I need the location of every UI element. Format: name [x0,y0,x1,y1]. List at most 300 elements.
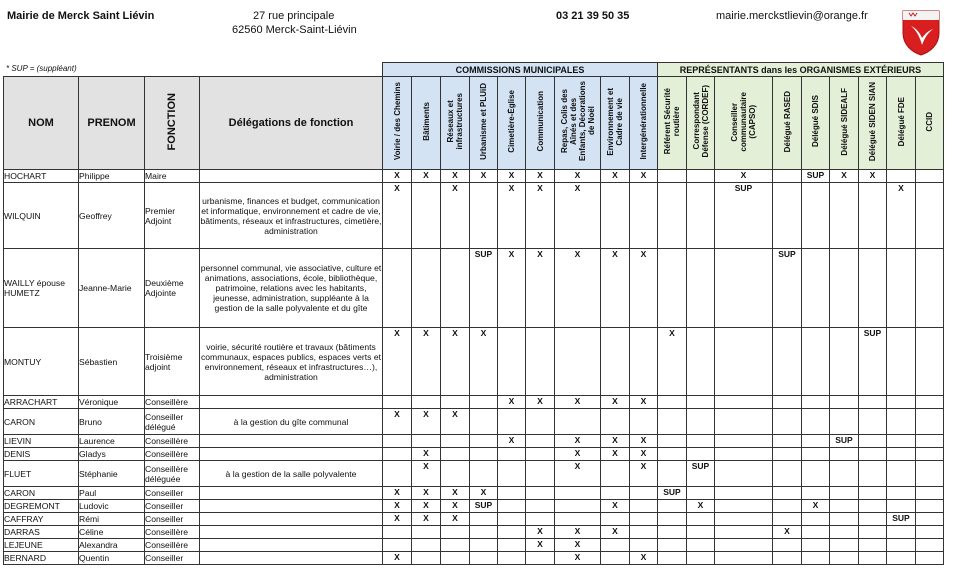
cell-mark: X [555,526,601,539]
cell-mark [526,461,555,487]
cell-mark: X [630,249,658,328]
cell-mark: X [498,435,526,448]
table-row [4,500,944,513]
cell-mark [498,500,526,513]
cell-mark: X [830,170,859,183]
cell-prenom: Gladys [79,448,145,461]
col-representant [916,77,944,170]
cell-fonction: Maire [145,170,200,183]
cell-fonction: Conseiller délégué [145,409,200,435]
cell-mark [601,328,630,396]
cell-mark [916,409,944,435]
cell-mark [687,552,715,565]
cell-mark: SUP [470,249,498,328]
cell-mark: X [383,409,412,435]
cell-mark [859,448,887,461]
cell-mark: X [498,183,526,249]
cell-mark: X [412,487,441,500]
cell-mark: SUP [687,461,715,487]
cell-mark [498,513,526,526]
cell-prenom: Sébastien [79,328,145,396]
cell-mark [715,409,773,435]
col-commission [441,77,470,170]
cell-mark [383,396,412,409]
cell-mark [830,513,859,526]
cell-mark [658,396,687,409]
cell-mark: SUP [830,435,859,448]
cell-mark [470,552,498,565]
cell-mark: SUP [470,500,498,513]
cell-prenom: Quentin [79,552,145,565]
column-header-row [4,77,944,170]
col-fonction-label: FONCTION [165,92,178,151]
table-body [4,170,944,565]
cell-nom: CAFFRAY [4,513,79,526]
cell-mark: X [601,249,630,328]
cell-mark [715,448,773,461]
cell-mark [526,435,555,448]
cell-mark [412,249,441,328]
cell-mark [715,435,773,448]
cell-mark [658,461,687,487]
cell-delegations: voirie, sécurité routière et travaux (bâtiments communaux, espaces publics, espaces verts et environnement, réseaux et infrastructures…), administration [200,328,383,396]
cell-mark [658,249,687,328]
cell-mark [526,513,555,526]
cell-mark: X [601,526,630,539]
cell-mark: X [526,396,555,409]
cell-delegations [200,435,383,448]
cell-mark [887,170,916,183]
group-header-row [4,63,944,77]
cell-mark [687,487,715,500]
cell-mark [802,249,830,328]
cell-mark: X [630,170,658,183]
cell-mark [887,526,916,539]
cell-mark: X [412,448,441,461]
cell-fonction: Conseillère [145,435,200,448]
cell-mark [887,435,916,448]
cell-nom: MONTUY [4,328,79,396]
cell-mark [630,539,658,552]
cell-mark [830,409,859,435]
phone-number: 03 21 39 50 35 [556,10,630,22]
col-commission [526,77,555,170]
cell-mark [526,409,555,435]
cell-mark [498,448,526,461]
col-representant [658,77,687,170]
col-commission [498,77,526,170]
cell-mark [555,409,601,435]
cell-prenom: Laurence [79,435,145,448]
cell-mark [441,435,470,448]
cell-mark [601,487,630,500]
cell-mark [658,183,687,249]
cell-mark [802,526,830,539]
cell-mark: X [601,500,630,513]
cell-mark [916,396,944,409]
cell-mark [916,435,944,448]
cell-mark [887,539,916,552]
cell-nom: CARON [4,409,79,435]
cell-mark: SUP [715,183,773,249]
cell-mark [859,461,887,487]
cell-mark [802,183,830,249]
cell-fonction: Premier Adjoint [145,183,200,249]
cell-mark [859,183,887,249]
cell-mark [802,435,830,448]
cell-mark [630,500,658,513]
cell-mark [441,461,470,487]
cell-mark: X [555,539,601,552]
col-fonction [145,77,200,170]
cell-prenom: Rémi [79,513,145,526]
cell-mark [498,526,526,539]
cell-mark [687,170,715,183]
cell-mark [802,396,830,409]
cell-mark [715,526,773,539]
cell-mark [916,513,944,526]
col-representant [715,77,773,170]
cell-mark [658,513,687,526]
cell-delegations: urbanisme, finances et budget, communication et informatique, environnement et cadre de vie, bâtiments, réseaux et infrastructures, cimetière, administration [200,183,383,249]
col-representant-label: CCID [925,111,934,132]
col-commission [630,77,658,170]
cell-mark: X [383,513,412,526]
city-address: 62560 Merck-Saint-Liévin [232,24,357,36]
cell-mark [830,396,859,409]
col-representant [887,77,916,170]
cell-mark [916,170,944,183]
cell-fonction: Troisième adjoint [145,328,200,396]
cell-mark [412,396,441,409]
cell-mark [526,552,555,565]
cell-mark [802,409,830,435]
col-commission-label: Repas, Colis des Aînés et des Enfants, Décorations de Noël [559,81,596,162]
col-commission [555,77,601,170]
cell-mark [859,396,887,409]
table-row [4,328,944,396]
col-representant-label: Délégué SIDEALF [839,87,849,156]
cell-mark: X [555,396,601,409]
cell-fonction: Conseillère [145,448,200,461]
col-commission-label: Voirie / des Chemins [392,82,402,161]
cell-mark: X [555,461,601,487]
cell-delegations [200,487,383,500]
col-commission-label: Réseaux et infrastructures [446,93,464,150]
col-commission [601,77,630,170]
cell-prenom: Jeanne-Marie [79,249,145,328]
table-row [4,461,944,487]
org-name: Mairie de Merck Saint Liévin [7,10,155,22]
cell-mark [470,513,498,526]
cell-mark: X [715,170,773,183]
sup-note: * SUP = (suppléant) [6,64,77,73]
col-representant-label: Délégué RASED [782,90,792,153]
cell-mark: SUP [773,249,802,328]
cell-mark [526,328,555,396]
table-row [4,409,944,435]
cell-mark [601,552,630,565]
cell-mark [601,539,630,552]
cell-mark [526,500,555,513]
cell-mark [916,183,944,249]
cell-mark: SUP [658,487,687,500]
cell-mark [630,183,658,249]
cell-mark [687,183,715,249]
cell-mark [412,526,441,539]
cell-mark [601,409,630,435]
cell-mark [859,552,887,565]
cell-mark [773,500,802,513]
cell-mark: X [526,170,555,183]
cell-mark [773,539,802,552]
col-commission-label: Intergénérationnelle [639,83,648,160]
cell-mark [887,487,916,500]
cell-mark [830,552,859,565]
cell-mark [470,396,498,409]
cell-mark [658,539,687,552]
cell-mark [887,396,916,409]
cell-delegations [200,396,383,409]
cell-mark [555,513,601,526]
cell-mark [916,448,944,461]
cell-nom: FLUET [4,461,79,487]
col-commission-label: Environnement et Cadre de vie [606,87,624,156]
cell-mark: X [441,500,470,513]
cell-nom: WILQUIN [4,183,79,249]
cell-mark [687,526,715,539]
cell-mark [887,328,916,396]
cell-mark [498,487,526,500]
cell-mark [715,500,773,513]
col-representant-label: Conseiller communautaire (CAPSO) [730,91,757,152]
col-representant-label: Délégué FDE [896,96,906,147]
cell-mark [830,328,859,396]
cell-mark [687,435,715,448]
cell-delegations: personnel communal, vie associative, culture et animations, associations, école, bibliothèque, patrimoine, relations avec les habitants, jeunesse, administration, suppléante à la gestion de la salle polyvalente et du gîte [200,249,383,328]
commissions-group-label: COMMISSIONS MUNICIPALES [383,63,658,77]
cell-mark [830,461,859,487]
cell-mark [441,552,470,565]
cell-mark [630,513,658,526]
cell-mark [887,249,916,328]
cell-mark [601,513,630,526]
cell-mark [887,409,916,435]
cell-mark [526,448,555,461]
cell-mark: X [412,409,441,435]
cell-mark: X [441,487,470,500]
cell-mark [658,552,687,565]
cell-mark [441,249,470,328]
cell-mark [916,249,944,328]
cell-nom: WAILLY épouse HUMETZ [4,249,79,328]
cell-delegations [200,526,383,539]
cell-mark [916,526,944,539]
cell-mark [498,539,526,552]
cell-mark [773,409,802,435]
col-delegations: Délégations de fonction [200,77,383,170]
email-address: mairie.merckstlievin@orange.fr [716,10,868,22]
cell-mark [412,539,441,552]
cell-mark: X [630,461,658,487]
cell-mark [916,328,944,396]
cell-mark [470,461,498,487]
cell-delegations [200,170,383,183]
cell-mark [773,435,802,448]
table-row [4,487,944,500]
cell-mark: X [773,526,802,539]
cell-mark [830,448,859,461]
cell-mark [383,249,412,328]
cell-mark [715,513,773,526]
cell-mark: X [383,487,412,500]
cell-mark [916,500,944,513]
cell-mark [773,448,802,461]
col-representant-label: Correspondant Défense (CORDEF) [691,85,710,158]
col-representant [773,77,802,170]
cell-mark: X [383,170,412,183]
col-representant [859,77,887,170]
cell-nom: LEJEUNE [4,539,79,552]
cell-mark: X [687,500,715,513]
table-row [4,539,944,552]
cell-mark [916,461,944,487]
cell-mark: X [887,183,916,249]
cell-mark: X [658,328,687,396]
cell-mark [470,435,498,448]
cell-mark [470,183,498,249]
cell-mark [830,526,859,539]
cell-mark [802,552,830,565]
cell-mark [412,552,441,565]
cell-mark: X [470,170,498,183]
representants-group-label: REPRÉSENTANTS dans les ORGANISMES EXTÉRIEURS [658,63,944,77]
cell-mark: X [630,435,658,448]
col-representant [687,77,715,170]
table-row [4,249,944,328]
cell-mark [916,539,944,552]
cell-mark [498,328,526,396]
col-commission [383,77,412,170]
cell-mark [630,526,658,539]
cell-mark [773,396,802,409]
cell-mark [658,170,687,183]
cell-mark [441,448,470,461]
cell-fonction: Conseillère déléguée [145,461,200,487]
cell-nom: BERNARD [4,552,79,565]
cell-mark [802,513,830,526]
cell-mark [470,409,498,435]
cell-mark: X [555,552,601,565]
cell-fonction: Conseillère [145,526,200,539]
table-row [4,448,944,461]
cell-mark: X [601,170,630,183]
cell-mark [916,487,944,500]
cell-mark: X [383,552,412,565]
col-commission [412,77,441,170]
cell-prenom: Alexandra [79,539,145,552]
cell-prenom: Véronique [79,396,145,409]
cell-fonction: Conseiller [145,552,200,565]
delegations-table [3,62,944,565]
col-representant-label: Référent Sécurité routière [663,88,681,155]
cell-fonction: Conseiller [145,513,200,526]
cell-mark: X [555,249,601,328]
cell-mark [498,461,526,487]
cell-mark: X [526,526,555,539]
cell-mark [383,526,412,539]
cell-mark [687,513,715,526]
cell-mark [441,396,470,409]
table-row [4,170,944,183]
table-row [4,183,944,249]
col-commission [470,77,498,170]
cell-mark [687,249,715,328]
table-row [4,552,944,565]
cell-mark [859,539,887,552]
cell-mark [859,435,887,448]
cell-mark: X [555,183,601,249]
cell-mark: X [498,249,526,328]
cell-mark [470,448,498,461]
cell-mark [630,409,658,435]
cell-mark [498,409,526,435]
cell-mark: X [412,461,441,487]
cell-mark [470,539,498,552]
cell-mark: X [601,448,630,461]
cell-mark [715,461,773,487]
cell-delegations [200,500,383,513]
cell-mark: X [555,170,601,183]
cell-mark [773,487,802,500]
cell-mark [773,183,802,249]
cell-mark [687,328,715,396]
cell-mark [555,500,601,513]
cell-mark: SUP [887,513,916,526]
cell-mark [773,552,802,565]
cell-mark [715,249,773,328]
cell-mark [687,448,715,461]
cell-mark [715,539,773,552]
cell-mark: X [630,448,658,461]
cell-mark [859,249,887,328]
cell-mark: X [601,396,630,409]
cell-mark [773,328,802,396]
cell-mark: X [802,500,830,513]
cell-mark: X [630,552,658,565]
cell-nom: LIEVIN [4,435,79,448]
cell-prenom: Paul [79,487,145,500]
cell-fonction: Conseiller [145,500,200,513]
cell-mark [555,487,601,500]
cell-mark [773,513,802,526]
cell-mark [412,183,441,249]
table-row [4,513,944,526]
cell-mark: X [498,396,526,409]
cell-mark [887,500,916,513]
cell-mark [601,183,630,249]
cell-mark [383,448,412,461]
crest-icon [900,7,942,57]
col-representant [802,77,830,170]
cell-mark: X [412,500,441,513]
cell-mark [687,396,715,409]
table-row [4,435,944,448]
cell-mark [830,500,859,513]
cell-mark [773,170,802,183]
cell-mark: X [383,328,412,396]
cell-mark: X [383,500,412,513]
